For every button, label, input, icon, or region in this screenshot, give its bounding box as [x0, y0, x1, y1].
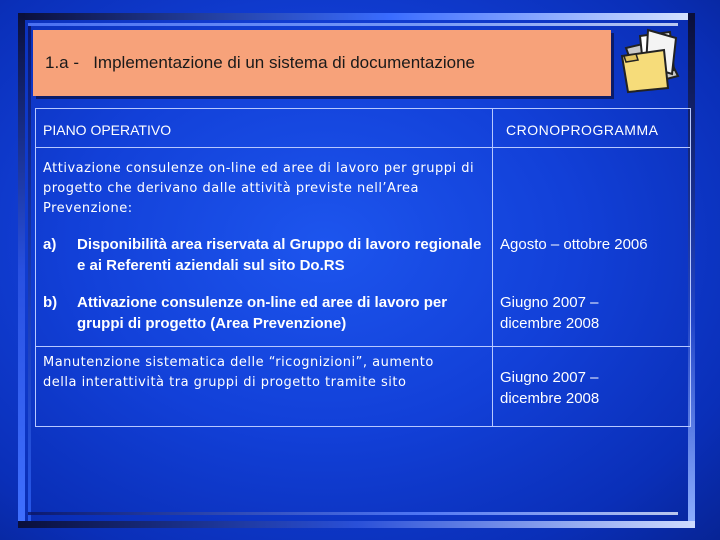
- intro-text: Attivazione consulenze on-line ed aree di lavoro per gruppi di progetto che derivano dalle attività previste nell’Area Prevenzione:: [43, 161, 475, 216]
- frame-left-line: [28, 26, 31, 521]
- row-b-period: Giugno 2007 – dicembre 2008: [500, 294, 600, 332]
- frame-top-bar: [18, 13, 695, 20]
- title-text: Implementazione di un sistema di documentazione: [93, 53, 475, 72]
- folder-documents-icon: [620, 26, 686, 96]
- row-a-period: Agosto – ottobre 2006: [500, 236, 648, 253]
- row-divider: [36, 346, 690, 347]
- title-box: [33, 30, 611, 96]
- slide-title: [45, 53, 475, 73]
- column-divider: [492, 109, 493, 426]
- row-b-label: b): [43, 294, 58, 311]
- frame-top-line: [28, 23, 678, 26]
- row-b: [43, 292, 495, 334]
- header-divider: [36, 147, 690, 148]
- frame-left-bar: [18, 13, 25, 528]
- row-b-activity: Attivazione consulenze on-line ed aree di lavoro per gruppi di progetto (Area Prevenzione): [77, 294, 448, 332]
- frame-bottom-line: [28, 512, 678, 515]
- plan-table: [35, 108, 691, 427]
- row-a-activity: Disponibilità area riservata al Gruppo di lavoro regionale e ai Referenti aziendali sul sito Do.RS: [77, 236, 482, 274]
- header-piano-operativo: PIANO OPERATIVO: [43, 122, 172, 138]
- row-a: [43, 234, 488, 276]
- header-cronoprogramma: CRONOPROGRAMMA: [506, 122, 659, 138]
- row-c-period: Giugno 2007 – dicembre 2008: [500, 369, 600, 407]
- frame-bottom-bar: [18, 521, 695, 528]
- row-a-label: a): [43, 236, 57, 253]
- row-c-activity: Manutenzione sistematica delle “ricognizioni”, aumento della interattività tra gruppi di progetto tramite sito: [43, 355, 434, 390]
- title-number: 1.a -: [45, 53, 80, 72]
